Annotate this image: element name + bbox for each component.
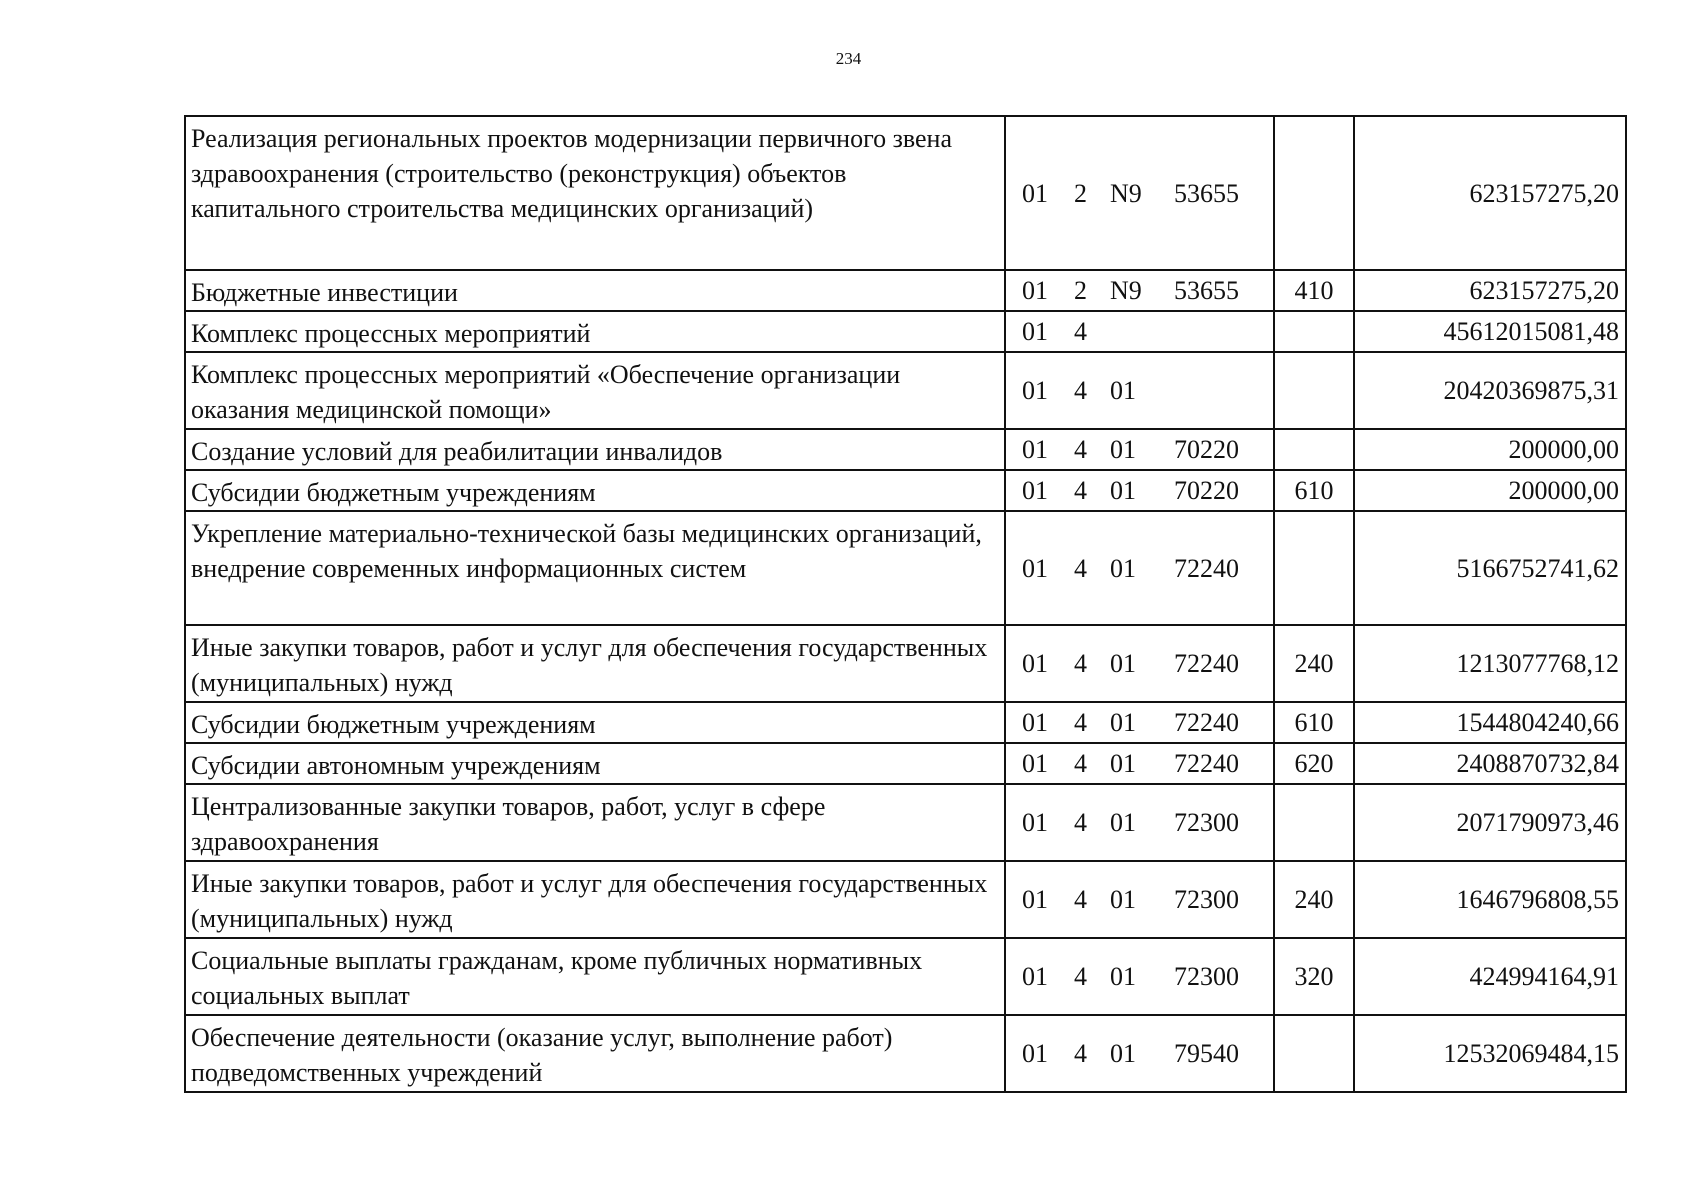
- row-codes: [1005, 311, 1274, 352]
- row-codes: [1005, 470, 1274, 511]
- expense-type: 320: [1274, 938, 1354, 1015]
- expense-type: [1274, 429, 1354, 470]
- code-project: 01: [1110, 435, 1136, 464]
- row-name: Иные закупки товаров, работ и услуг для обеспечения государственных (муниципальных) нужд: [185, 625, 1005, 702]
- amount: 1213077768,12: [1354, 625, 1626, 702]
- amount: 200000,00: [1354, 470, 1626, 511]
- table-row: [185, 116, 1626, 270]
- row-name: Субсидии бюджетным учреждениям: [185, 470, 1005, 511]
- table-row: [185, 702, 1626, 743]
- code-program: 01: [1022, 708, 1048, 737]
- code-subprogram: 4: [1074, 749, 1087, 778]
- amount: 2408870732,84: [1354, 743, 1626, 784]
- row-name: Комплекс процессных мероприятий: [185, 311, 1005, 352]
- table-row: [185, 270, 1626, 311]
- amount: 2071790973,46: [1354, 784, 1626, 861]
- expense-type: [1274, 784, 1354, 861]
- row-name: Социальные выплаты гражданам, кроме публичных нормативных социальных выплат: [185, 938, 1005, 1015]
- row-name: Укрепление материально-технической базы медицинских организаций, внедрение современных информационных систем: [185, 511, 1005, 625]
- code-subprogram: 4: [1074, 885, 1087, 914]
- code-project: 01: [1110, 553, 1136, 583]
- row-codes: [1005, 861, 1274, 938]
- table-row: [185, 429, 1626, 470]
- expense-type: 410: [1274, 270, 1354, 311]
- table-row: [185, 743, 1626, 784]
- expense-type: [1274, 1015, 1354, 1092]
- code-program: 01: [1022, 749, 1048, 778]
- row-codes: [1005, 625, 1274, 702]
- code-project: 01: [1110, 1039, 1136, 1068]
- code-subprogram: 2: [1074, 178, 1087, 208]
- code-project: 01: [1110, 885, 1136, 914]
- code-program: 01: [1022, 376, 1048, 405]
- code-subprogram: 4: [1074, 376, 1087, 405]
- code-direction: 72240: [1174, 649, 1239, 678]
- amount: 200000,00: [1354, 429, 1626, 470]
- code-subprogram: 4: [1074, 1039, 1087, 1068]
- code-subprogram: 4: [1074, 962, 1087, 991]
- amount: 20420369875,31: [1354, 352, 1626, 429]
- row-codes: [1005, 784, 1274, 861]
- table-row: [185, 1015, 1626, 1092]
- row-name: Иные закупки товаров, работ и услуг для обеспечения государственных (муниципальных) нужд: [185, 861, 1005, 938]
- row-codes: [1005, 938, 1274, 1015]
- code-program: 01: [1022, 649, 1048, 678]
- code-direction: 72240: [1174, 708, 1239, 737]
- table-row: [185, 470, 1626, 511]
- code-program: 01: [1022, 553, 1048, 583]
- row-codes: [1005, 702, 1274, 743]
- row-codes: [1005, 511, 1274, 625]
- expense-type: [1274, 116, 1354, 270]
- table-row: [185, 861, 1626, 938]
- code-program: 01: [1022, 476, 1048, 505]
- amount: 1646796808,55: [1354, 861, 1626, 938]
- code-subprogram: 4: [1074, 808, 1087, 837]
- expense-type: [1274, 511, 1354, 625]
- code-project: N9: [1110, 276, 1142, 305]
- row-name: Централизованные закупки товаров, работ, услуг в сфере здравоохранения: [185, 784, 1005, 861]
- code-subprogram: 4: [1074, 649, 1087, 678]
- expense-type: 610: [1274, 702, 1354, 743]
- code-project: 01: [1110, 708, 1136, 737]
- code-direction: 72300: [1174, 962, 1239, 991]
- expense-type: 240: [1274, 625, 1354, 702]
- code-subprogram: 4: [1074, 435, 1087, 464]
- row-codes: [1005, 270, 1274, 311]
- code-subprogram: 4: [1074, 476, 1087, 505]
- amount: 623157275,20: [1354, 270, 1626, 311]
- code-project: 01: [1110, 962, 1136, 991]
- page-number: 234: [835, 49, 862, 68]
- amount: 5166752741,62: [1354, 511, 1626, 625]
- code-program: 01: [1022, 808, 1048, 837]
- code-subprogram: 4: [1074, 708, 1087, 737]
- row-name: Субсидии бюджетным учреждениям: [185, 702, 1005, 743]
- row-name: Создание условий для реабилитации инвалидов: [185, 429, 1005, 470]
- row-codes: [1005, 1015, 1274, 1092]
- expense-type: 240: [1274, 861, 1354, 938]
- table-row: [185, 938, 1626, 1015]
- code-program: 01: [1022, 317, 1048, 346]
- table-row: [185, 311, 1626, 352]
- expense-type: [1274, 352, 1354, 429]
- code-project: 01: [1110, 749, 1136, 778]
- amount: 1544804240,66: [1354, 702, 1626, 743]
- code-program: 01: [1022, 435, 1048, 464]
- budget-table: [184, 115, 1627, 1093]
- code-direction: 72300: [1174, 885, 1239, 914]
- row-codes: [1005, 352, 1274, 429]
- code-project: N9: [1110, 178, 1142, 208]
- row-codes: [1005, 429, 1274, 470]
- row-name: Бюджетные инвестиции: [185, 270, 1005, 311]
- code-subprogram: 4: [1074, 317, 1087, 346]
- table-row: [185, 511, 1626, 625]
- code-project: 01: [1110, 476, 1136, 505]
- code-subprogram: 4: [1074, 553, 1087, 583]
- code-direction: 70220: [1174, 476, 1239, 505]
- table-row: [185, 352, 1626, 429]
- row-codes: [1005, 743, 1274, 784]
- code-program: 01: [1022, 885, 1048, 914]
- expense-type: 610: [1274, 470, 1354, 511]
- amount: 623157275,20: [1354, 116, 1626, 270]
- code-direction: 72240: [1174, 553, 1239, 583]
- amount: 424994164,91: [1354, 938, 1626, 1015]
- code-project: 01: [1110, 649, 1136, 678]
- table-row: [185, 625, 1626, 702]
- code-project: 01: [1110, 808, 1136, 837]
- table-row: [185, 784, 1626, 861]
- code-direction: 53655: [1174, 178, 1239, 208]
- code-subprogram: 2: [1074, 276, 1087, 305]
- code-program: 01: [1022, 178, 1048, 208]
- code-direction: 53655: [1174, 276, 1239, 305]
- code-program: 01: [1022, 962, 1048, 991]
- row-name: Субсидии автономным учреждениям: [185, 743, 1005, 784]
- code-program: 01: [1022, 1039, 1048, 1068]
- code-direction: 72300: [1174, 808, 1239, 837]
- expense-type: 620: [1274, 743, 1354, 784]
- row-name: Обеспечение деятельности (оказание услуг, выполнение работ) подведомственных учреждений: [185, 1015, 1005, 1092]
- code-direction: 70220: [1174, 435, 1239, 464]
- row-name: Комплекс процессных мероприятий «Обеспечение организации оказания медицинской помощи»: [185, 352, 1005, 429]
- code-program: 01: [1022, 276, 1048, 305]
- amount: 45612015081,48: [1354, 311, 1626, 352]
- amount: 12532069484,15: [1354, 1015, 1626, 1092]
- row-name: Реализация региональных проектов модернизации первичного звена здравоохранения (строительство (реконструкция) объектов капитального строительства медицинских организаций): [185, 116, 1005, 270]
- code-direction: 72240: [1174, 749, 1239, 778]
- row-codes: [1005, 116, 1274, 270]
- expense-type: [1274, 311, 1354, 352]
- code-project: 01: [1110, 376, 1136, 405]
- code-direction: 79540: [1174, 1039, 1239, 1068]
